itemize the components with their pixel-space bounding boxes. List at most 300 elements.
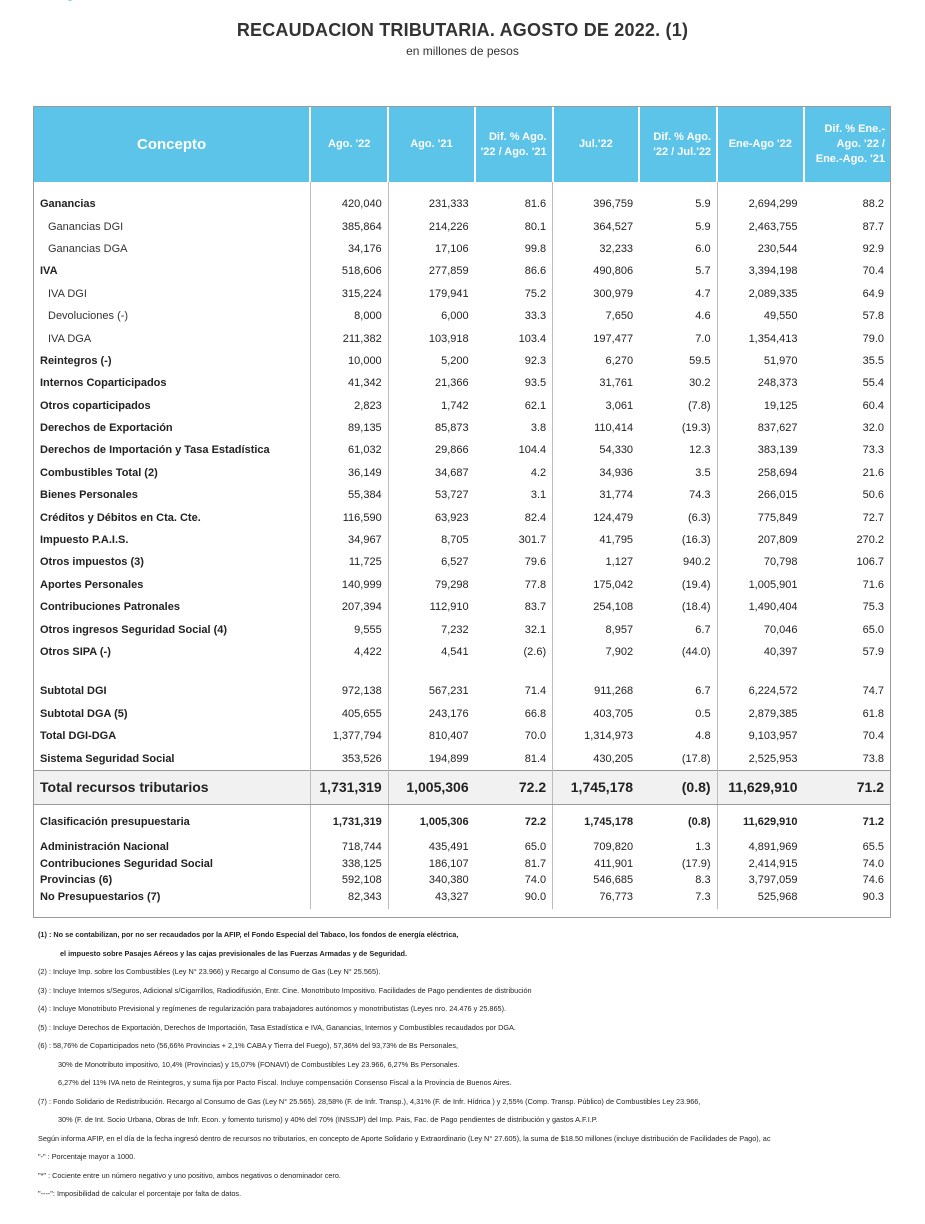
cell-value: 70.4 [862,730,884,743]
table-row [34,215,890,237]
cell-value: 1,005,901 [717,574,803,596]
footnote: 30% (F. de Int. Socio Urbana, Obras de Infr. Econ. y fomento turismo) y 40% del 70% (INSSJP) del Imp. Pais, Fac. de Pago pendientes de distribución y gastos A.F.I.P. [58,1115,598,1124]
row-label: Ganancias [40,198,96,211]
footnote: el impuesto sobre Pasajes Aéreos y las cajas previsionales de las Fuerzas Armadas y de Seguridad. [60,948,408,958]
row-label: Combustibles Total (2) [40,466,158,479]
cell-value: 80.1 [524,220,547,233]
cell-value: 87.7 [862,220,884,233]
cell-value: 77.8 [524,578,547,591]
cell-value: 207,809 [717,529,803,551]
cell-value: 32,233 [553,238,639,260]
row-label: Créditos y Débitos en Cta. Cte. [40,511,201,524]
cell-value: 103,918 [388,327,474,349]
cell-value: 79.0 [862,332,884,345]
row-label: No Presupuestarios (7) [40,890,161,903]
cell-value: 103.4 [518,332,547,345]
cell-value: 4,541 [388,641,474,663]
row-label: Derechos de Exportación [40,422,173,435]
cell-value: 301.7 [518,534,547,547]
cell-value: 72.2 [524,815,547,828]
cell-value: 254,108 [553,596,639,618]
cell-value: 70,046 [717,618,803,640]
cell-value: 74.3 [689,489,711,502]
cell-value: 93.5 [524,377,547,390]
cell-value: 4,422 [310,641,388,663]
cell-value: 104.4 [518,444,547,457]
page-title: RECAUDACION TRIBUTARIA. AGOSTO DE 2022. (1) [236,20,689,40]
cell-value: 1,005,306 [388,804,474,839]
table-row [34,350,890,372]
row-label: Subtotal DGA (5) [40,707,128,720]
page-subtitle: en millones de pesos [406,44,519,58]
cell-value: 32.1 [524,623,547,636]
cell-value: 1,742 [388,395,474,417]
col-header-dif-ago: Dif. % Ago. '22 / Ago. '21 [475,107,553,182]
cell-value: 6.7 [695,685,711,698]
cell-value: 81.4 [524,752,547,765]
footnote: (7) : Fondo Solidario de Redistribución. Recargo al Consumo de Gas (Ley N° 25.565). 28,58% (F. de Infr. Transp.), 4,31% (F. de Infr. Hídrica ) y 2,55% (Comp. Transp. Público) de Combustibles Ley 23.966, [38,1096,701,1106]
table-row [34,305,890,327]
row-label: Impuesto P.A.I.S. [40,534,129,547]
cell-value: 1,745,178 [553,770,639,804]
cell-value: 353,526 [310,747,388,770]
row-label: Internos Coparticipados [40,377,167,390]
cell-value: 3,394,198 [717,260,803,282]
footnotes [38,926,898,1204]
cell-value: 10,000 [310,350,388,372]
cell-value: 2,463,755 [717,215,803,237]
cell-value: 277,859 [388,260,474,282]
table-row [34,529,890,551]
row-label: Contribuciones Seguridad Social [40,857,213,870]
cell-value: 420,040 [310,193,388,215]
cell-value: 41,342 [310,372,388,394]
cell-value: 90.3 [862,890,884,903]
cell-value: 5,200 [388,350,474,372]
cell-value: 3.5 [695,466,711,479]
row-label: Total DGI-DGA [40,730,117,743]
table-row [34,238,890,260]
cell-value: 7,650 [553,305,639,327]
logo-icon [64,0,76,4]
cell-value: 775,849 [717,506,803,528]
cell-value: 248,373 [717,372,803,394]
table-row [34,888,890,905]
cell-value: 4.8 [695,730,711,743]
cell-value: 405,655 [310,703,388,725]
cell-value: 525,968 [717,888,803,905]
cell-value: 2,414,915 [717,855,803,872]
cell-value: 6.0 [695,242,711,255]
cell-value: 83.7 [524,601,547,614]
cell-value: 140,999 [310,574,388,596]
row-label: Ganancias DGA [48,242,128,255]
cell-value: 57.9 [862,646,884,658]
cell-value: 258,694 [717,462,803,484]
cell-value: 1,745,178 [553,804,639,839]
row-label: Total recursos tributarios [34,770,310,804]
cell-value: 21.6 [862,466,884,479]
cell-value: 592,108 [310,872,388,889]
table-row [34,804,890,839]
cell-value: (17.9) [681,857,711,870]
row-label: Reintegros (-) [40,354,112,367]
cell-value: (19.4) [681,578,711,591]
cell-value: 82.4 [524,511,547,524]
cell-value: 911,268 [553,680,639,702]
footnote: 6,27% del 11% IVA neto de Reintegros, y suma fija por Pacto Fiscal. Incluye compensación Consenso Fiscal a la Provincia de Buenos Aires. [58,1078,512,1087]
table-row [34,703,890,725]
cell-value: 3,797,059 [717,872,803,889]
cell-value: 411,901 [553,855,639,872]
cell-value: 6,000 [388,305,474,327]
cell-value: 43,327 [388,888,474,905]
cell-value: 300,979 [553,283,639,305]
cell-value: 5.9 [695,220,711,233]
cell-value: 36,149 [310,462,388,484]
table-row [34,283,890,305]
cell-value: 4.7 [695,287,711,300]
cell-value: 55,384 [310,484,388,506]
table-row [34,439,890,461]
cell-value: 7.0 [695,332,711,345]
cell-value: 8,705 [388,529,474,551]
cell-value: 75.3 [862,601,884,614]
cell-value: 90.0 [524,890,547,903]
cell-value: 2,089,335 [717,283,803,305]
cell-value: 315,224 [310,283,388,305]
cell-value: 11,725 [310,551,388,573]
cell-value: 6,527 [388,551,474,573]
cell-value: 116,590 [310,506,388,528]
cell-value: 8,000 [310,305,388,327]
cell-value: 34,176 [310,238,388,260]
table-row [34,484,890,506]
cell-value: 71.4 [524,685,547,698]
footnote: (5) : Incluye Derechos de Exportación, Derechos de Importación, Tasa Estadística e IVA, Ganancias, Internos y Combustibles recaudados por DGA. [38,1022,516,1032]
row-label: Devoluciones (-) [48,310,129,323]
header-spacer [34,182,890,193]
cell-value: 49,550 [717,305,803,327]
cell-value: 546,685 [553,872,639,889]
cell-value: 54,330 [553,439,639,461]
cell-value: (44.0) [681,646,711,658]
cell-value: 2,525,953 [717,747,803,770]
table-row [34,462,890,484]
cell-value: 1,127 [553,551,639,573]
cell-value: 0.5 [695,707,711,720]
cell-value: 810,407 [388,725,474,747]
table-row [34,327,890,349]
cell-value: 31,761 [553,372,639,394]
row-label: Provincias (6) [40,874,113,887]
cell-value: 972,138 [310,680,388,702]
row-label: Bienes Personales [40,489,138,502]
table-header [34,107,890,182]
table-row [34,372,890,394]
cell-value: 51,970 [717,350,803,372]
cell-value: 5.9 [695,198,711,211]
cell-value: 33.3 [524,310,547,323]
table-row [34,596,890,618]
cell-value: 86.6 [524,265,547,278]
cell-value: 65.5 [862,841,884,854]
cell-value: 81.6 [524,198,547,211]
cell-value: 3,061 [553,395,639,417]
table-row [34,680,890,702]
row-label: Ganancias DGI [48,220,124,233]
cell-value: 567,231 [388,680,474,702]
cell-value: 34,967 [310,529,388,551]
table-row [34,506,890,528]
cell-value: 35.5 [862,354,884,367]
table-row [34,193,890,215]
cell-value: 71.6 [862,578,884,591]
cell-value: 179,941 [388,283,474,305]
cell-value: 9,103,957 [717,725,803,747]
cell-value: 74.6 [862,874,884,887]
cell-value: 2,879,385 [717,703,803,725]
cell-value: 1,005,306 [388,770,474,804]
cell-value: (16.3) [681,534,711,547]
table-row [34,839,890,856]
cell-value: 63,923 [388,506,474,528]
cell-value: 21,366 [388,372,474,394]
footnote: (4) : Incluye Monotributo Previsional y regímenes de regularización para trabajadores autónomos y monotributistas (Leyes nro. 24.476 y 25.865). [38,1004,507,1013]
footnote: 30% de Monotributo impositivo, 10,4% (Provincias) y 15,07% (FONAVI) de Combustibles Ley 23.966, 6,27% Bs Personales. [58,1059,460,1069]
cell-value: 79,298 [388,574,474,596]
col-header-jul22: Jul.'22 [553,107,639,182]
cell-value: 53,727 [388,484,474,506]
col-header-dif-jul: Dif. % Ago. '22 / Jul.'22 [639,107,717,182]
row-label: Otros SIPA (-) [40,646,111,658]
cell-value: 3.8 [530,422,547,435]
table-row [34,260,890,282]
cell-value: 72.7 [862,511,884,524]
cell-value: 74.0 [862,857,884,870]
cell-value: 197,477 [553,327,639,349]
row-label: Contribuciones Patronales [40,601,180,614]
cell-value: (19.3) [681,422,711,435]
cell-value: 1,731,319 [310,770,388,804]
row-label: Administración Nacional [40,841,169,854]
cell-value: 112,910 [388,596,474,618]
cell-value: 8,957 [553,618,639,640]
table-row [34,747,890,770]
cell-value: 71.2 [862,815,884,828]
cell-value: 396,759 [553,193,639,215]
cell-value: 55.4 [862,377,884,390]
cell-value: 1,354,413 [717,327,803,349]
cell-value: 9,555 [310,618,388,640]
cell-value: 89,135 [310,417,388,439]
cell-value: 518,606 [310,260,388,282]
cell-value: 4,891,969 [717,839,803,856]
cell-value: 62.1 [524,399,547,412]
cell-value: 7,232 [388,618,474,640]
cell-value: 81.7 [524,857,547,870]
cell-value: (18.4) [681,601,711,614]
footnote: "-" : Porcentaje mayor a 1000. [38,1152,136,1161]
cell-value: 65.0 [524,841,547,854]
col-header-ago22: Ago. '22 [310,107,388,182]
cell-value: 85,873 [388,417,474,439]
cell-value: 66.8 [524,707,547,720]
cell-value: 99.8 [524,242,547,255]
cell-value: 8.3 [695,874,711,887]
cell-value: 73.3 [862,444,884,457]
footnote: (1) : No se contabilizan, por no ser recaudados por la AFIP, el Fondo Especial del Tabaco, los fondos de energía eléctrica, [38,930,459,939]
cell-value: 270.2 [856,534,884,547]
table-row [34,855,890,872]
cell-value: 230,544 [717,238,803,260]
row-label: IVA DGI [48,287,87,300]
cell-value: 74.7 [862,685,884,698]
cell-value: 6,224,572 [717,680,803,702]
footnote: (2) : Incluye Imp. sobre los Combustibles (Ley N° 23.966) y Recargo al Consumo de Gas (Ley N° 25.565). [38,967,381,976]
cell-value: 29,866 [388,439,474,461]
cell-value: 59.5 [689,354,711,367]
cell-value: 709,820 [553,839,639,856]
cell-value: 82,343 [310,888,388,905]
footnote: "----": Imposibilidad de calcular el porcentaje por falta de datos. [38,1189,242,1198]
cell-value: 430,205 [553,747,639,770]
cell-value: 61.8 [862,707,884,720]
cell-value: 41,795 [553,529,639,551]
cell-value: 34,936 [553,462,639,484]
cell-value: 57.8 [862,310,884,323]
table-row [34,395,890,417]
row-label: Otros coparticipados [40,399,151,412]
cell-value: 4.6 [695,310,711,323]
cell-value: 211,382 [310,327,388,349]
cell-value: 2,823 [310,395,388,417]
cell-value: 186,107 [388,855,474,872]
cell-value: 40,397 [717,641,803,663]
cell-value: 940.2 [683,556,711,569]
cell-value: (6.3) [687,511,711,524]
cell-value: 70,798 [717,551,803,573]
cell-value: 383,139 [717,439,803,461]
cell-value: 6,270 [553,350,639,372]
footnote: "*" : Cociente entre un número negativo y uno positivo, ambos negativos o denominador cero. [38,1170,341,1180]
cell-value: 19,125 [717,395,803,417]
cell-value: (0.8) [639,770,717,804]
cell-value: 31,774 [553,484,639,506]
cell-value: 110,414 [553,417,639,439]
cell-value: 11,629,910 [717,770,803,804]
footnote: (3) : Incluye Internos s/Seguros, Adicional s/Cigarrillos, Radiodifusión, Entr. Cine. Monotributo Impositivo. Facilidades de Pago pendientes de distribución [38,985,532,995]
cell-value: 92.9 [862,242,884,255]
cell-value: 32.0 [862,422,884,435]
cell-value: 70.4 [862,265,884,278]
cell-value: 3.1 [530,489,547,502]
cell-value: 88.2 [862,198,884,211]
row-label: Clasificación presupuestaria [40,815,190,828]
footnote: Según informa AFIP, en el día de la fecha ingresó dentro de recursos no tributarios, en concepto de Aporte Solidario y Extraordinario (Ley N° 27.605), la suma de $18.50 millones (incluye distribución de Facilidades de Pago), ac [38,1133,771,1143]
cell-value: 7.3 [695,890,711,903]
cell-value: 74.0 [524,874,547,887]
cell-value: 7,902 [553,641,639,663]
table-body [34,182,890,909]
cell-value: 1,377,794 [310,725,388,747]
row-gap [34,663,890,680]
table-row [34,725,890,747]
cell-value: 718,744 [310,839,388,856]
cell-value: 34,687 [388,462,474,484]
cell-value: 64.9 [862,287,884,300]
row-label: Subtotal DGI [40,685,107,698]
cell-value: 106.7 [856,556,884,569]
cell-value: 340,380 [388,872,474,889]
row-label: Derechos de Importación y Tasa Estadística [40,444,270,457]
cell-value: 435,491 [388,839,474,856]
cell-value: 124,479 [553,506,639,528]
cell-value: 266,015 [717,484,803,506]
cell-value: 72.2 [475,770,553,804]
row-label: Sistema Seguridad Social [40,752,175,765]
cell-value: 71.2 [804,770,891,804]
cell-value: 1,731,319 [310,804,388,839]
cell-value: (17.8) [681,752,711,765]
revenue-table [34,107,890,909]
cell-value: 1,490,404 [717,596,803,618]
col-header-dif-ene-ago: Dif. % Ene.-Ago. '22 / Ene.-Ago. '21 [804,107,891,182]
cell-value: 385,864 [310,215,388,237]
table-row [34,872,890,889]
cell-value: 243,176 [388,703,474,725]
cell-value: 73.8 [862,752,884,765]
cell-value: 403,705 [553,703,639,725]
cell-value: 11,629,910 [717,804,803,839]
cell-value: 490,806 [553,260,639,282]
cell-value: 194,899 [388,747,474,770]
row-label: Aportes Personales [40,578,144,591]
cell-value: (0.8) [687,815,711,828]
cell-value: 75.2 [524,287,547,300]
cell-value: 837,627 [717,417,803,439]
cell-value: 5.7 [695,265,711,278]
cell-value: 2,694,299 [717,193,803,215]
cell-value: 6.7 [695,623,711,636]
cell-value: (2.6) [523,646,547,658]
cell-value: 4.2 [530,466,547,479]
col-header-ago21: Ago. '21 [388,107,474,182]
footnote: (6) : 58,76% de Coparticipados neto (56,66% Provincias + 2,1% CABA y Tierra del Fuego), 57,36% del 93,73% de Bs Personales, [38,1041,459,1050]
cell-value: 364,527 [553,215,639,237]
cell-value: 76,773 [553,888,639,905]
cell-value: 17,106 [388,238,474,260]
cell-value: 214,226 [388,215,474,237]
cell-value: 92.3 [524,354,547,367]
table-end-spacer [34,905,890,909]
cell-value: 50.6 [862,489,884,502]
cell-value: (7.8) [687,399,711,412]
row-label: IVA DGA [48,332,92,345]
table-row [34,574,890,596]
cell-value: 1,314,973 [553,725,639,747]
col-header-ene-ago: Ene-Ago '22 [717,107,803,182]
table-row [34,551,890,573]
cell-value: 231,333 [388,193,474,215]
cell-value: 207,394 [310,596,388,618]
col-header-concepto: Concepto [34,107,310,182]
cell-value: 12.3 [689,444,711,457]
cell-value: 30.2 [689,377,711,390]
row-label: Otros impuestos (3) [40,556,144,569]
cell-value: 60.4 [862,399,884,412]
row-label: IVA [40,265,58,278]
